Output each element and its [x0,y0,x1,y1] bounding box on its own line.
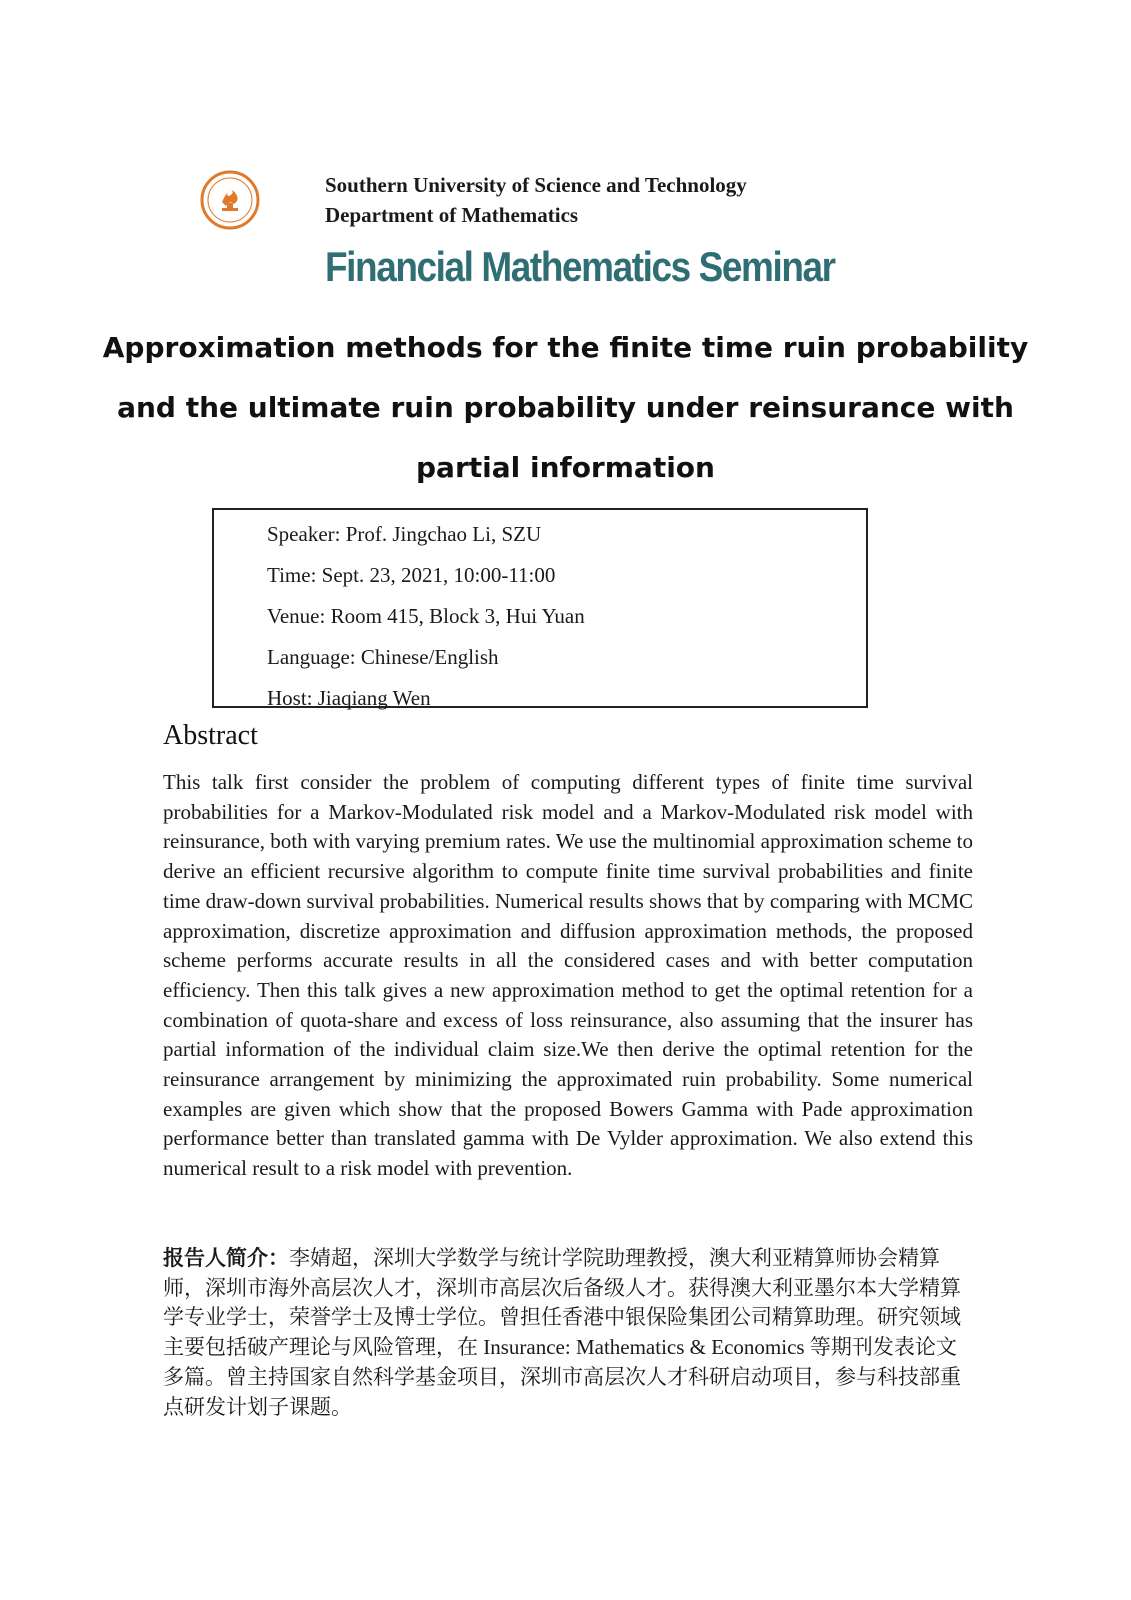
department-name: Department of Mathematics [325,203,579,227]
university-logo [200,170,260,230]
bio-text: 李婧超，深圳大学数学与统计学院助理教授，澳大利亚精算师协会精算师，深圳市海外高层次人才，深圳市高层次后备级人才。获得澳大利亚墨尔本大学精算学专业学士，荣誉学士及博士学位。曾担任香港中银保险集团公司精算助理。研究领域主要包括破产理论与风险管理，在 Insurance: Mathematics & Economics 等期刊发表论文多篇。曾主持国家自然科学基金项目，深圳市高层次人才科研启动项目，参与科技部重点研发计划子课题。 [163,1246,961,1419]
talk-title-line: and the ultimate ruin probability under reinsurance with [117,391,1014,424]
abstract-heading: Abstract [163,720,258,751]
host-line: Host: Jiaqiang Wen [267,686,431,710]
abstract-body: This talk first consider the problem of computing different types of finite time survival probabilities for a Markov-Modulated risk model and a Markov-Modulated risk model with reinsurance, both with varying premium rates. We use the multinomial approximation scheme to derive an efficient recursive algorithm to compute finite time survival probabilities and finite time draw-down survival probabilities. Numerical results shows that by comparing with MCMC approximation, discretize approximation and diffusion approximation methods, the proposed scheme performs accurate results in all the considered cases and with better computation efficiency. Then this talk gives a new approximation method to get the optimal retention for a combination of quota-share and excess of loss reinsurance, also assuming that the insurer has partial information of the individual claim size.We then derive the optimal retention for the reinsurance arrangement by minimizing the approximated ruin probability. Some numerical examples are given which show that the proposed Bowers Gamma with Pade approximation performance better than translated gamma with De Vylder approximation. We also extend this numerical result to a risk model with prevention. [163,770,973,1181]
time-line: Time: Sept. 23, 2021, 10:00-11:00 [267,563,556,587]
venue-line: Venue: Room 415, Block 3, Hui Yuan [267,604,585,628]
bio-label: 报告人简介： [163,1246,289,1270]
talk-title [60,318,1071,498]
language-line: Language: Chinese/English [267,645,499,669]
university-name: Southern University of Science and Technology [325,173,747,197]
speaker-line: Speaker: Prof. Jingchao Li, SZU [267,522,542,546]
talk-title-line: Approximation methods for the finite time ruin probability [102,331,1029,364]
talk-info-box [212,508,868,708]
seminar-title: Financial Mathematics Seminar [325,243,835,290]
university-block [325,170,747,230]
talk-title-line: partial information [416,451,715,484]
university-seal-icon [200,170,260,230]
speaker-bio [163,1244,973,1422]
